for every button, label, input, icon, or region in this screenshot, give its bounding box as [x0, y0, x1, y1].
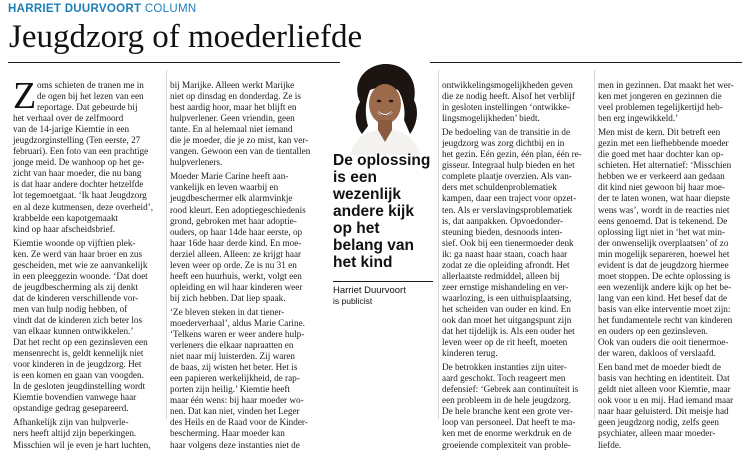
article-text-line: krabbelde een kapotgemaakt [13, 212, 119, 223]
article-text-line: wens was’, wordt in de reacties niet [598, 204, 730, 215]
article-text-line: ‘Ze bleven steken in dat tiener- [170, 306, 285, 317]
article-text-line: heeft een huurhuis, werkt, volgt een [170, 270, 302, 281]
article-text-line: februari). Een foto van een prachtige [13, 146, 149, 157]
article-text-line: ten. Als er verslavingsproblematiek [442, 204, 573, 215]
article-text-line: verleners die elkaar napraatten en [170, 340, 294, 351]
kicker-author: HARRIET DUURVOORT [8, 3, 142, 15]
article-text-line: het gezin. Eén gezin, één plan, één re- [442, 149, 582, 160]
article-text-line: De bedoeling van de transitie in de [442, 127, 571, 138]
article-text-line: ik: ga naast haar staan, coach haar [442, 248, 568, 259]
pull-quote-line: het kind [333, 254, 393, 271]
article-text-line: het scheiden van ouder en kind. En [442, 303, 571, 314]
article-text-line: naar haar geluisterd. Dit meisje had [598, 406, 729, 417]
article-text-line: het fundamentele recht van kinderen [598, 314, 733, 325]
article-text-line: ‘Telkens waren er weer andere hulp- [170, 329, 305, 340]
article-text-line: basis van elke interventie moet zijn: [598, 303, 731, 314]
article-text-line: loop van personeel. Dat heeft te ma- [442, 417, 576, 428]
drop-cap: Z [13, 75, 37, 117]
article-text-line: kinderen terug. [442, 348, 498, 359]
byline [333, 281, 433, 306]
article-text-line: ken met jongeren en gezinnen die [598, 91, 722, 102]
article-text-line: de ogen bij het lezen van een [37, 91, 144, 102]
article-text-line: opstandige gedrag gesepareerd. [13, 403, 129, 414]
pull-quote-line: op het [333, 220, 380, 237]
article-text-line: in gesloten instellingen ‘ontwikke- [442, 102, 570, 113]
article-text-line: is dat haar andere dochter hetzelfde [13, 179, 144, 190]
article-text-line: ook dan moet het uitgangspunt zijn [442, 314, 572, 325]
article-text-line: haar 16de haar derde kind. En moe- [170, 237, 302, 248]
article-text-line: derziel alleen. Alleen: ze krijgt haar [170, 248, 302, 259]
article-text-line: jeugdzorginstelling (Ten eerste, 27 [13, 135, 141, 146]
article-text-line: de jeugdbescherming als zij denkt [13, 281, 139, 292]
author-portrait [340, 60, 430, 155]
article-text-line: basis van hechting en identiteit. Dat [598, 373, 730, 384]
article-text-line: vangen. Gewoon een van de tientallen [170, 146, 311, 157]
article-text-line: der onwenselijk overplaatsen’ of zo [598, 237, 729, 248]
article-text-line: sief. Ook bij een tienermoeder denk [442, 237, 574, 248]
article-text-line: Kiemtie woonde op vijftien plek- [13, 237, 136, 248]
article-text-line: rood kleurt. Een adoptiegeschiedenis [170, 204, 306, 215]
article-text-line: min mogelijk separeren, hoewel het [598, 248, 730, 259]
article-text-line: is een komen en gaan van voogden. [13, 370, 144, 381]
article-text-line: moederverhaal’, aldus Marie Carine. [170, 317, 305, 328]
article-text-line: die goed met haar dochter kan op- [598, 149, 724, 160]
article-text-line: gezin met een liefhebbende moeder [598, 138, 729, 149]
article-text-line: bij zich hebben. Dat liep spaak. [170, 292, 286, 303]
article-text-line: en ouders op een gezinsleven. [598, 326, 708, 337]
article-text-line: liefde. [598, 439, 622, 450]
article-text-line: bescherming. Haar moeder kan [170, 428, 285, 439]
pull-quote-line: is een [333, 169, 377, 186]
article-text-line: nen. Dat kan niet, vinden het Leger [170, 406, 300, 417]
article-text-line: Dat het recht op een gezinsleven een [13, 337, 148, 348]
article-text-line: reportage. Dat gebeurde bij [37, 102, 138, 113]
article-text-line: ontwikkelingsmogelijkheden geven [442, 80, 573, 90]
article-text-line: ben erg ingewikkeld.’ [598, 113, 679, 124]
article-text-line: hulpverlener. Geen vriendin, geen [170, 113, 295, 124]
article-text-line: en al deze kutmensen, deze overheid’, [13, 201, 154, 212]
article-text-line: de baas, zij wisten het beter. Het is [170, 362, 298, 373]
article-text-line: van de 14-jarige Kiemtie in een [13, 124, 130, 135]
article-text-line: een wezenlijk andere kijk op het be- [598, 281, 732, 292]
article-text-line: defensief: ‘Gebrek aan continuïteit is [442, 384, 579, 395]
article-text-line: tante. En al helemaal niet iemand [170, 124, 293, 135]
article-text-line: der waren, dakloos of verslaafd. [598, 348, 716, 359]
article-text-line: een papieren werkelijkheid, de rap- [170, 373, 300, 384]
article-text-line: zodat ze die opleiding afrondt. Het [442, 259, 570, 270]
article-text-line: dit kind niet gewoon bij haar moe- [598, 182, 726, 193]
article-text-line: steuning bieden, desnoods inten- [442, 226, 563, 237]
article-text-line: is, dat aanpakken. Opvoedonder- [442, 215, 563, 226]
column-divider [594, 70, 595, 419]
article-column-3 [442, 80, 590, 451]
article-text-line: het verhaal over de zelfmoord [13, 113, 124, 124]
article-text-line: des Heils en de Raad voor de Kinder- [170, 417, 308, 428]
article-column-1 [13, 75, 163, 451]
article-text-line: mensenrecht is, geldt kennelijk niet [13, 348, 144, 359]
article-text-line: waarlozing, is een uithuisplaatsing, [442, 292, 572, 303]
article-text-line: zeer ernstige mishandeling en ver- [442, 281, 569, 292]
article-text-line: geldt niet alleen voor Kiemtie, maar [598, 384, 731, 395]
article-text-line: in een pleeggezin woonde. ‘Dat doet [13, 270, 148, 281]
article-text-line: men in gezinnen. Dat maakt het wer- [598, 80, 734, 90]
pull-quote-line: andere kijk [333, 203, 414, 220]
article-text-line: Ook van ouders die ooit tienermoe- [598, 337, 729, 348]
pull-quote [333, 152, 438, 271]
article-text-line: psychiater, alleen maar moeder- [598, 428, 716, 439]
article-text-line: leven weer op orde. Ze is nu 31 en [170, 259, 297, 270]
article-text-line: Afhankelijk zijn van hulpverle- [13, 417, 129, 428]
article-column-2 [170, 80, 320, 451]
article-text-line: schieten. Het alternatief: ‘Misschien [598, 160, 732, 171]
article-text-line: Moeder Marie Carine heeft aan- [170, 171, 289, 182]
article-text-line: aard geschokt. Toch reageert men [442, 373, 566, 384]
article-text-line: vankelijk en leven waarbij en [170, 182, 279, 193]
article-text-line: voor kinderen in de jeugdzorg. Het [13, 359, 142, 370]
article-text-line: ken. Ze werd van haar broer en zus [13, 248, 143, 259]
article-text-line: zicht van haar moeder, die nu bang [13, 168, 142, 179]
article-text-line: die ze nodig heeft. Alsof het verblijf [442, 91, 575, 102]
article-text-line: maar één wens: bij haar moeder wo- [170, 395, 304, 406]
article-headline: Jeugdzorg of moederliefde [9, 19, 363, 55]
byline-role: is publicist [333, 296, 373, 306]
article-text-line: In de gesloten jeugdinstelling wordt [13, 381, 146, 392]
article-text-line: gescheiden, met wie ze aanvankelijk [13, 259, 148, 270]
article-text-line: grond, gebroken met haar adoptie- [170, 215, 297, 226]
article-text-line: een probleem in de hele jeugdzorg. [442, 395, 571, 406]
pull-quote-line: belang van [333, 237, 414, 254]
article-text-line: De hele branche kent een grote ver- [442, 406, 573, 417]
article-text-line: kampen, daar een traject voor opzet- [442, 193, 577, 204]
article-text-line: veel problemen tegelijkertijd heb- [598, 102, 723, 113]
article-text-line: ook voor u en mij. Had iemand maar [598, 395, 734, 406]
article-text-line: die je moeder, die je zo mist, kan ver- [170, 135, 309, 146]
article-text-line: Men mist de kern. Dit betreft een [598, 127, 721, 138]
article-text-line: groeiende complexiteit van proble- [442, 439, 571, 450]
article-text-line: Misschien wil je even je hart luchten, [13, 439, 151, 450]
article-column-4 [598, 80, 746, 451]
article-text-line: lingsmogelijkheden’ biedt. [442, 113, 540, 124]
article-text-line: moet stoppen. De echte oplossing is [598, 270, 731, 281]
article-text-line: jeugdzorg was zorg dichtbij en in [442, 138, 565, 149]
article-text-line: lot tegemoetgaat. ‘Ik haat Jeugdzorg [13, 190, 147, 201]
kicker-section: COLUMN [144, 3, 197, 15]
column-kicker [8, 3, 196, 15]
article-text-line: hulpverleners. [170, 157, 223, 168]
article-text-line: evident is dat de jeugdzorg hiermee [598, 259, 729, 270]
article-text-line: oplossing ligt niet in ‘het wat min- [598, 226, 726, 237]
article-text-line: opleiding en wil haar kinderen weer [170, 281, 303, 292]
byline-name: Harriet Duurvoort [333, 285, 406, 296]
article-text-line: dat het tijdelijk is. Als een ouder het [442, 326, 575, 337]
article-text-line: eens genoemd. Dat is tekenend. De [598, 215, 728, 226]
article-text-line: haar volgens deze instanties niet de [170, 439, 300, 450]
article-text-line: allerlaatste redmiddel, alleen bij [442, 270, 560, 281]
article-text-line: ders met schuldenproblematiek [442, 182, 557, 193]
pull-quote-line: De oplossing [333, 152, 431, 169]
article-text-line: der te laten wonen, wat haar diepste [598, 193, 730, 204]
article-text-line: hebben we er verkeerd aan gedaan [598, 171, 725, 182]
article-text-line: complete plaatje overzien. Als van- [442, 171, 572, 182]
article-text-line: jeugdbeschermer elk alarmvinkje [170, 193, 293, 204]
article-text-line: porten zijn heilig.’ Kiemtie heeft [170, 384, 290, 395]
article-text-line: kind op haar afscheidsbrief. [13, 223, 116, 234]
article-text-line: dat de kinderen verschillende vor- [13, 292, 139, 303]
article-text-line: lang van een kind. Het besef dat de [598, 292, 728, 303]
author-portrait-illustration [340, 60, 430, 155]
article-text-line: De betrokken instanties zijn uiter- [442, 362, 567, 373]
column-divider [438, 70, 439, 419]
article-text-line: van elkaar kunnen ontwikkelen.’ [13, 326, 134, 337]
article-text-line: Kiemtie bovendien vanwege haar [13, 392, 137, 403]
article-text-line: niet op dinsdag en donderdag. Ze is [170, 91, 301, 102]
column-divider [166, 70, 167, 419]
article-text-line: vindt dat de kinderen zich beter los [13, 314, 143, 325]
article-text-line: gisseur. Integraal hulp bieden en het [442, 160, 575, 171]
article-text-line: jonge meid. De wanhoop op het ge- [13, 157, 145, 168]
article-text-line: men van hulp nodig hebben, of [13, 303, 128, 314]
article-text-line: oms schieten de tranen me in [37, 80, 144, 90]
article-text-line: Een band met de moeder biedt de [598, 362, 721, 373]
article-text-line: geen jeugdzorg nodig, zelfs geen [598, 417, 720, 428]
article-text-line: niet naar mij luisterden. Zij waren [170, 351, 296, 362]
article-text-line: bij Marijke. Alleen werkt Marijke [170, 80, 295, 90]
article-text-line: best aardig hoor, maar het blijft en [170, 102, 297, 113]
article-text-line: ouders, op haar 14de haar eerste, op [170, 226, 303, 237]
pull-quote-line: wezenlijk [333, 186, 402, 203]
article-text-line: ners heeft altijd zijn beperkingen. [13, 428, 137, 439]
article-text-line: ken met de enorme werkdruk en de [442, 428, 572, 439]
byline-rule [333, 281, 433, 282]
article-text-line: leven weer op de rit heeft, moeten [442, 337, 568, 348]
